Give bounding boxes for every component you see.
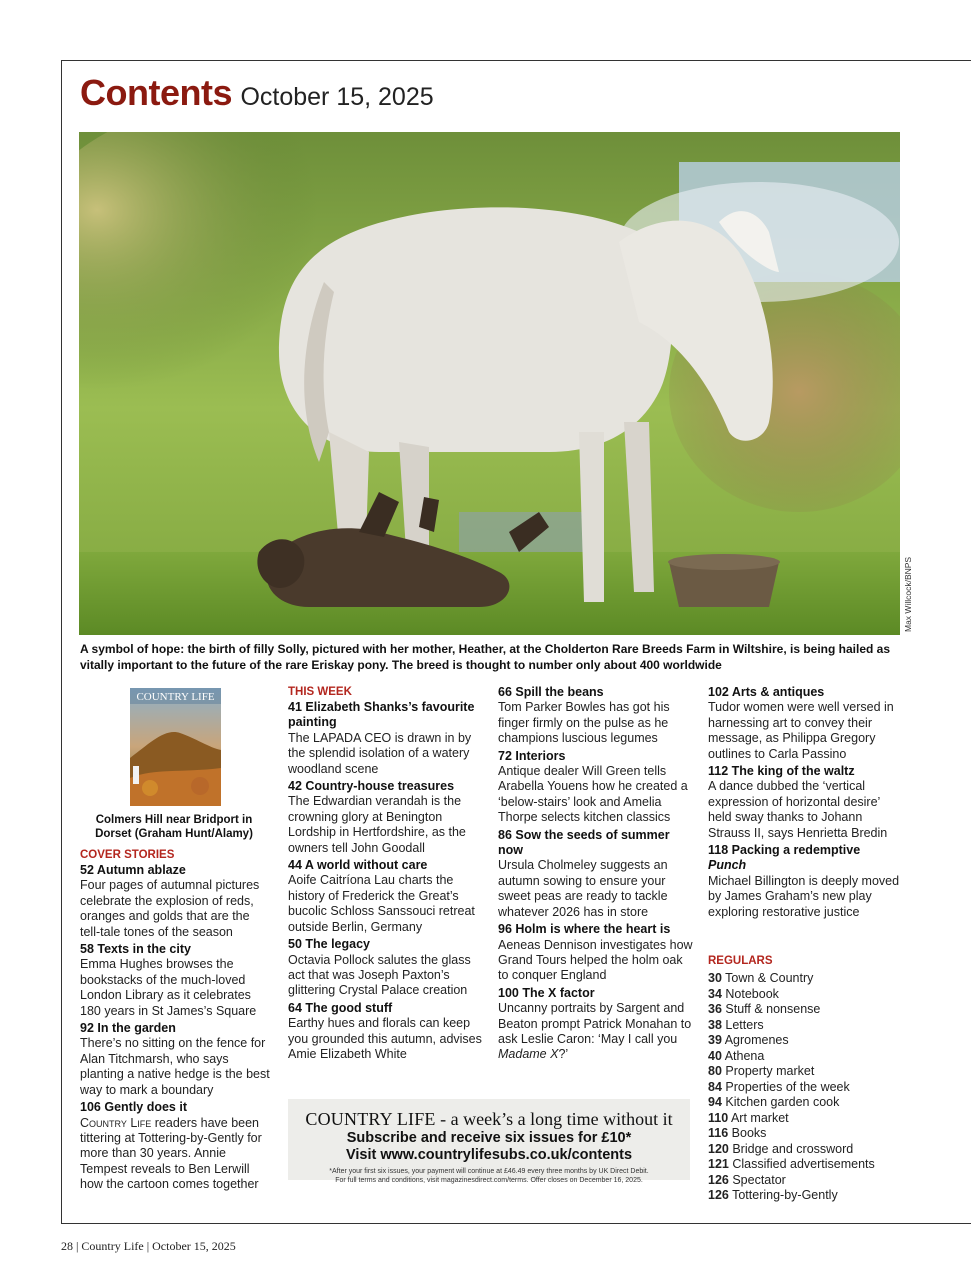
- list-item[interactable]: 116 Books: [708, 1126, 767, 1140]
- list-item[interactable]: 36 Stuff & nonsense: [708, 1002, 821, 1016]
- cover-thumbnail: [130, 688, 221, 806]
- issue-date: October 15, 2025: [240, 83, 434, 111]
- cover-masthead: COUNTRY LIFE: [136, 691, 215, 703]
- arts-column: [708, 685, 904, 922]
- list-item[interactable]: 126 Spectator: [708, 1172, 786, 1187]
- list-item[interactable]: 52 Autumn ablaze Four pages of autumnal pictures celebrate the explosion of reds, oranges and golds that are the tell-tale tones of the season: [80, 863, 260, 939]
- list-item[interactable]: 64 The good stuff Earthy hues and florals can keep you grounded this autumn, advises Amie Elizabeth White: [288, 1000, 482, 1061]
- list-item[interactable]: 66 Spill the beans Tom Parker Bowles has got his finger firmly on the pulse as he champions luscious legumes: [498, 685, 670, 746]
- list-item[interactable]: 100 The X factor Uncanny portraits by Sargent and Beaton prompt Patrick Monahan to ask Leslie Caron: ‘May I call you Madame X?’: [498, 985, 692, 1062]
- list-item[interactable]: 106 Gently does it Country Life readers have been tittering at Tottering-by-Gently for more than 30 years. Annie Tempest reveals to Ben Lerwill how the cartoon comes together: [80, 1100, 262, 1192]
- photo-caption: A symbol of hope: the birth of filly Solly, pictured with her mother, Heather, at the Cholderton Rare Breeds Farm in Wiltshire, is being hailed as vitally important to the future of the rare Eriskay pony. The breed is thought to number only about 400 worldwide: [80, 642, 891, 672]
- page-header: [80, 72, 434, 114]
- list-item[interactable]: 86 Sow the seeds of summer now Ursula Cholmeley suggests an autumn sowing to ensure your sweet peas are ready to tackle whatever 2026 has in store: [498, 827, 670, 919]
- photo-credit: Max Willcock/BNPS: [903, 556, 913, 632]
- promo-brand: COUNTRY LIFE: [305, 1109, 436, 1129]
- list-item[interactable]: 94 Kitchen garden cook: [708, 1095, 840, 1109]
- list-item[interactable]: 72 Interiors Antique dealer Will Green tells Arabella Youens how he created a ‘below-stairs’ look and Amelia Thorpe selects kitchen classics: [498, 748, 688, 825]
- regulars-list: [708, 954, 908, 1204]
- list-item[interactable]: 30 Town & Country: [708, 971, 814, 985]
- pony-photo-illustration: [79, 132, 900, 635]
- list-item[interactable]: 102 Arts & antiques Tudor women were well versed in harnessing art to convey their message, as Philippa Gregory outlines to Carla Passino: [708, 685, 894, 761]
- list-item[interactable]: 41 Elizabeth Shanks’s favourite painting The LAPADA CEO is drawn in by the splendid isolation of a watery woodland scene: [288, 700, 475, 776]
- list-item[interactable]: 121 Classified advertisements: [708, 1157, 875, 1171]
- list-item[interactable]: 40 Athena: [708, 1048, 765, 1063]
- promo-fineprint-2: For full terms and conditions, visit magazinesdirect.com/terms. Offer closes on December 16, 2025.: [335, 1177, 643, 1184]
- list-item[interactable]: 39 Agromenes: [708, 1033, 789, 1047]
- list-item[interactable]: 112 The king of the waltz A dance dubbed the ‘vertical expression of horizontal desire’ held sway thanks to Johann Strauss II, says Henrietta Bredin: [708, 764, 888, 840]
- list-item[interactable]: 50 The legacy Octavia Pollock salutes the glass act that was Joseph Paxton’s glittering Crystal Palace creation: [288, 937, 471, 998]
- page-title: Contents: [80, 72, 232, 113]
- promo-offer: Subscribe and receive six issues for £10*: [346, 1130, 632, 1146]
- page-folio: 28 | Country Life | October 15, 2025: [61, 1239, 236, 1253]
- cover-stories-column: [80, 848, 272, 1195]
- list-item[interactable]: 42 Country-house treasures The Edwardian verandah is the crowning glory at Benington Lordship in Hertfordshire, as the owners tell John Goodall: [288, 779, 466, 855]
- list-item[interactable]: 92 In the garden There’s no sitting on the fence for Alan Titchmarsh, who says planting a native hedge is the best way to mark a boundary: [80, 1021, 270, 1097]
- list-item[interactable]: 96 Holm is where the heart is Aeneas Dennison investigates how Grand Tours helped the holm oak to conquer England: [498, 922, 693, 983]
- list-item[interactable]: 34 Notebook: [708, 986, 779, 1001]
- promo-tagline: - a week’s a long time without it: [435, 1109, 673, 1129]
- subscription-promo[interactable]: [288, 1099, 690, 1184]
- cover-caption: Colmers Hill near Bridport in Dorset (Graham Hunt/Alamy): [95, 814, 253, 840]
- cover-image: [130, 688, 221, 806]
- list-item[interactable]: 38 Letters: [708, 1017, 764, 1032]
- features-column: [498, 685, 694, 1065]
- promo-url-link[interactable]: Visit www.countrylifesubs.co.uk/contents: [345, 1147, 633, 1163]
- list-item[interactable]: 44 A world without care Aoife Caitríona Lau charts the history of Frederick the Great’s bucolic Schloss Sanssouci retreat outside Berlin, Germany: [288, 858, 475, 934]
- list-item[interactable]: 80 Property market: [708, 1064, 815, 1078]
- this-week-column: [288, 685, 484, 1064]
- section-label-this-week: THIS WEEK: [288, 686, 352, 698]
- feature-photo: [79, 132, 900, 635]
- list-item[interactable]: 120 Bridge and crossword: [708, 1141, 854, 1156]
- list-item[interactable]: 58 Texts in the city Emma Hughes browses the bookstacks of the much-loved London Library as it celebrates 180 years in St James’s Square: [80, 942, 257, 1018]
- list-item[interactable]: 118 Packing a redemptive Punch Michael Billington is deeply moved by James Graham’s new play exploring restorative justice: [708, 843, 900, 919]
- promo-fineprint-1: *After your first six issues, your payment will continue at £46.49 every three months by UK Direct Debit.: [329, 1168, 649, 1175]
- list-item[interactable]: 84 Properties of the week: [708, 1079, 850, 1094]
- section-label-regulars: REGULARS: [708, 955, 773, 967]
- section-label-cover-stories: COVER STORIES: [80, 849, 175, 861]
- list-item[interactable]: 110 Art market: [708, 1110, 789, 1125]
- list-item[interactable]: 126 Tottering-by-Gently: [708, 1188, 838, 1202]
